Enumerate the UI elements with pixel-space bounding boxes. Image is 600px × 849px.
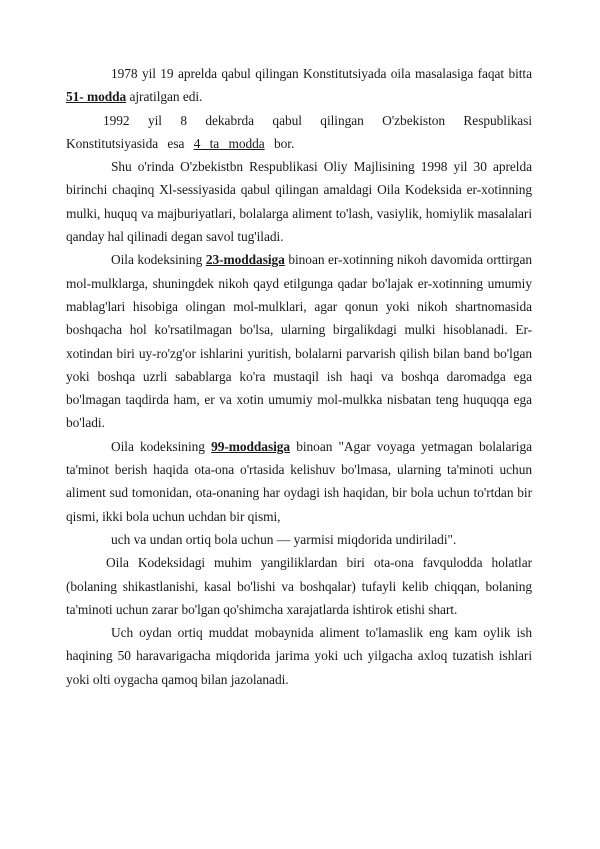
- article-23-reference: 23-moddasiga: [205, 252, 285, 268]
- paragraph-2-text-start: 1992 yil 8 dekabrda qabul qilingan O'zbekiston Respublikasi Konstitutsiyasida esa: [66, 112, 532, 151]
- paragraph-7-text: Uch oydan ortiq muddat mobaynida aliment to'lamaslik eng kam oylik ish haqining 50 haravarigacha miqdorida jarima yoki uch yilgacha axloq tuzatish ishlari yoki olti oygacha qamoq bilan jazolanadi.: [66, 625, 532, 687]
- paragraph-4-text-end: binoan er-xotinning nikoh davomida orttirgan mol-mulklarga, shuningdek nikoh qayd etilgunga qadar bo'lajak er-xotinning umumiy mablag'lari hisobiga olingan mol-mulklari, agar qonun yoki nikoh shartnomasida boshqacha hol ko'rsatilmagan bo'lsa, ularning birgalikdagi mulki hisoblanadi. Er-xotindan biri uy-ro'zg'or ishlarini yuritish, bolalarni parvarish qilish bilan band bo'lgan yoki boshqa uzrli sabablarga ko'ra mustaqil ish haqi va boshqa daromadga ega bo'lmagan taqdirda ham, er va xotin umumiy mol-mulkka nisbatan teng huquqqa ega bo'ladi.: [66, 252, 532, 431]
- paragraph-2-text-end: bor.: [264, 135, 295, 151]
- paragraph-5-continuation-text: uch va undan ortiq bola uchun — yarmisi miqdorida undiriladi".: [111, 531, 457, 547]
- paragraph-4-text-start: Oila kodeksining: [111, 252, 206, 268]
- paragraph-5-continuation: [66, 528, 532, 551]
- paragraph-1-text-start: 1978 yil 19 aprelda qabul qilingan Konstitutsiyada oila masalasiga faqat bitta: [111, 66, 532, 81]
- paragraph-3: [66, 155, 532, 248]
- paragraph-2: [66, 109, 532, 156]
- paragraph-6-text: Oila Kodeksidagi muhim yangiliklardan biri ota-ona favqulodda holatlar (bolaning shikastlanishi, kasal bo'lishi va boshqalar) tufayli kelib chiqqan, bolaning ta'minoti uchun zarar bo'lgan qo'shimcha xarajatlarda ishtirok etishi shart.: [66, 555, 532, 617]
- paragraph-6: [66, 551, 532, 621]
- paragraph-3-text: Shu o'rinda O'zbekistbn Respublikasi Oliy Majlisining 1998 yil 30 aprelda birinchi chaqinq Xl-sessiyasida qabul qilingan amaldagi Oila Kodeksida er-xotinning mulki, huquq va majburiyatlari, bolalarga aliment to'lash, vasiylik, homiylik masalalari qanday hal qilinadi degan savol tug'iladi.: [66, 159, 532, 245]
- paragraph-1-text-end: ajratilgan edi.: [126, 89, 203, 105]
- paragraph-7: [66, 621, 532, 691]
- article-99-reference: 99-moddasiga: [211, 438, 291, 454]
- paragraph-5-text-end: binoan "Agar voyaga yetmagan bolalariga ta'minot berish haqida ota-ona o'rtasida kelishuv bo'lmasa, ularning ta'minoti uchun aliment sud tomonidan, ota-onaning har oydagi ish haqidan, bir bola uchun to'rtdan bir qismi, ikki bola uchun uchdan bir qismi,: [66, 438, 532, 524]
- paragraph-5-text-start: Oila kodeksining: [111, 438, 212, 454]
- document-body: [66, 62, 532, 691]
- paragraph-5: [66, 435, 532, 528]
- paragraph-1: [66, 62, 532, 109]
- article-count-reference: 4 ta modda: [193, 135, 265, 151]
- article-51-reference: 51- modda: [66, 89, 127, 105]
- paragraph-4: [66, 248, 532, 434]
